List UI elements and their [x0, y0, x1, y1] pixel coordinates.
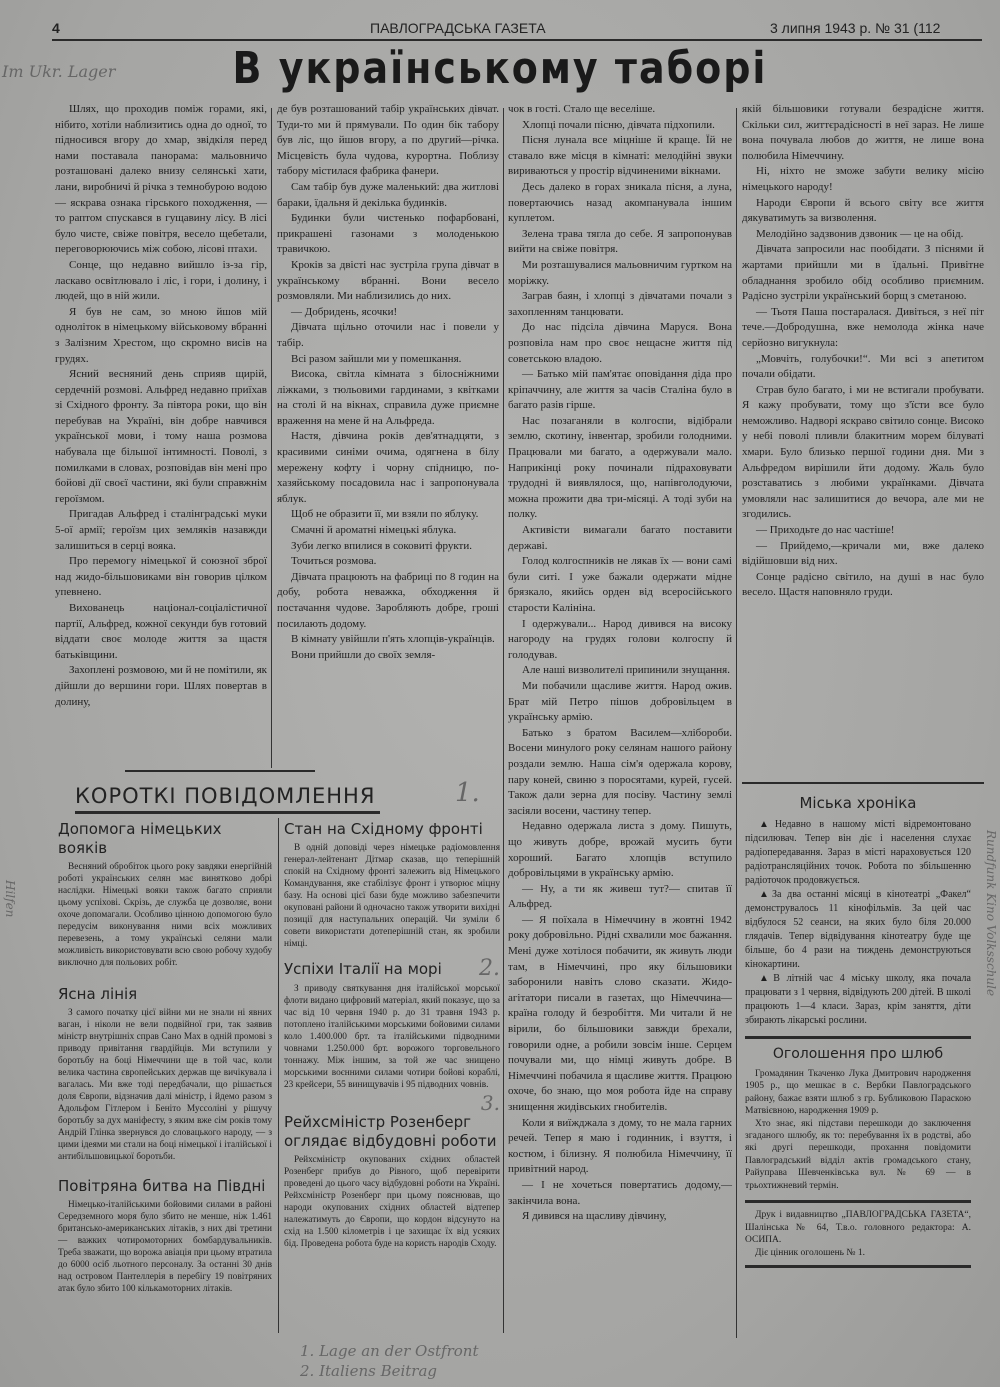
short-news-column-2: [284, 820, 500, 1250]
article-paragraph: Сонце, що недавно вийшло із-за гір, ласкаво освітлювало і ліс, і гори, і долину, і людей, що в ній жили.: [55, 258, 267, 303]
article-paragraph: Дівчата працюють на фабриці по 8 годин на добу, робота неважка, обходження й постачання чудове. Заробляють добре, гроші посилають додому.: [277, 570, 499, 630]
handwritten-number: 1.: [455, 778, 480, 808]
article-paragraph: Кроків за двісті нас зустріла група дівчат в українському вбранні. Вони весело розмовляли. Ми наблизились до них.: [277, 258, 499, 303]
article-paragraph: Зелена трава тягла до себе. Я запропонував вийти на свіже повітря.: [508, 227, 732, 256]
article-paragraph: якій більшовики готували безрадісне життя. Скільки сил, життєрадісності в неї зараз. Не лише вона почувала любов до життя, не лише вона полюбила Німеччину.: [742, 103, 984, 162]
article-column-2: [277, 102, 499, 663]
article-title: В українському таборі: [232, 42, 768, 94]
article-paragraph: Щоб не образити її, ми взяли по яблуку.: [291, 508, 479, 521]
article-paragraph: Батько з братом Василем—хлібороби. Восени минулого року селянам нашого району роздали землю. Наша сім'я одержала корову, пару коней, свиню з поросятами, курей, гусей. Також дали зерна для посіву. Частину землі засіяли восени, частину тепер.: [508, 726, 732, 817]
article-paragraph: Я був не сам, зо мною йшов мій одноліток в німецькому військовому вбранні з Залізним Хрестом, що скромно висів на грудях.: [55, 305, 267, 365]
article-paragraph: Недавно одержала листа з дому. Пишуть, що живуть добре, врожай мусить бути хороший. Багато хлопців вступило добровільцями в українську армію.: [508, 820, 732, 880]
handwritten-note: 2. Italiens Beitrag: [300, 1362, 438, 1380]
article-paragraph: Вихованець націонал-соціалістичної партії, Альфред, кожної секунди був готовий віддати своє молоде життя за щастя батьківщини.: [55, 602, 267, 661]
article-paragraph: — Добридень, ясочки!: [291, 305, 398, 318]
column-divider: [736, 108, 737, 1338]
section-rule: [745, 1265, 971, 1268]
article-paragraph: В кімнату увійшли п'ять хлопців-українців.: [291, 633, 495, 646]
article-paragraph: Ясний весняний день сприяв щирій, сердечній розмові. Альфред недавно приїхав зі Східного фронту. За півтора роки, що він перебував на Україні, він добре навчився української мови, і тому наша розмова набувала ще більшої інтимності. Поволі, з помилками в словах, розповідав він мені про бойові дії своєї частини, які були справжнім героїзмом.: [55, 368, 267, 505]
article-paragraph: Ми розташувалися мальовничим гуртком на моріжку.: [508, 258, 732, 287]
article-paragraph: Зуби легко впилися в соковиті фрукти.: [291, 539, 472, 552]
article-paragraph: Ми побачили щасливе життя. Народ ожив. Брат мій Петро пішов добровільцем в українську армію.: [508, 679, 732, 724]
article-paragraph: — Батько мій пам'ятає оповідання діда про кріпаччину, але життя за часів Сталіна було в багато разів гірше.: [508, 368, 732, 412]
article-paragraph: Я дивився на щасливу дівчину,: [522, 1210, 667, 1223]
news-body: З приводу святкування дня італійської морської флоти видано цифровий матеріал, який показує, що за час від 10 червня 1940 р. до 31 травня 1943 р. потоплено італійськими морськими бойовими силами коло 1.400.000 брт. та італійськими підводними човнами 1.250.000 брт. ворожого торговельного тоннажу. Між іншим, за той же час знищено морськими воєнними силами чотири бойові кораблі, 23 крейсери, 55 винищувачів і 95 підводних човнів.: [284, 984, 500, 1090]
article-paragraph: Коли я виїжджала з дому, то не мала гарних речей. Тепер я маю і годинник, і взуття, і костюм, і білизну. Я полюбила Німеччину, її привітний народ.: [508, 1116, 732, 1176]
news-body: В одній доповіді через німецьке радіомовлення генерал-лейтенант Дітмар сказав, що теперішній спокій на Східному фронті залежить від Німецького Командування, яке стабілізує фронт і утворює міцну базу. На основі цієї бази буде можливо забезпечити окуповані райони й одночасно також утворити вихідні позиції для наступальних операцій. Чи зуміли б совети використати дотеперішній стан, як зробили німці.: [284, 843, 500, 949]
news-title: Ясна лінія: [58, 985, 138, 1003]
chronicle-item: ▲За два останні місяці в кінотеатрі „Факел“ демонструвалось 11 кінофільмів. За цей час відбулося 52 сеанси, на яких було біля 20.000 глядачів. Тепер відвідування кінотеатру буде ще більше, бо 4 рази на тиждень демонструються кінокартини.: [745, 889, 971, 970]
article-paragraph: Заграв баян, і хлопці з дівчатами почали з захопленням танцювати.: [508, 290, 732, 318]
short-news-column-1: [58, 820, 272, 1295]
article-paragraph: Дівчата запросили нас пообідати. З піснями й жартами прийшли ми в їдальні. Привітне обладнання зробило обід особливо приємним. Радісно зустріли український борщ з сметаною.: [742, 243, 984, 303]
article-paragraph: — Приходьте до нас частіше!: [756, 524, 895, 537]
handwritten-note: 1. Lage an der Ostfront: [300, 1342, 479, 1360]
article-column-1: [55, 102, 267, 710]
article-paragraph: Пригадав Альфред і сталінградські муки 5-ої армії; героїзм цих земляків назавжди залишиться в серці вояка.: [55, 508, 267, 552]
article-paragraph: — Ну, а ти як живеш тут?— спитав її Альфред.: [508, 882, 732, 911]
news-title: Повітряна битва на Півдні: [58, 1177, 266, 1195]
article-paragraph: „Мовчіть, голубочки!“. Ми всі з апетитом почали обідати.: [742, 352, 984, 381]
article-paragraph: Дівчата щільно оточили нас і повели у табір.: [277, 321, 499, 349]
article-paragraph: — Прийдемо,—кричали ми, вже далеко відійшовши від них.: [742, 539, 984, 568]
article-paragraph: Настя, дівчина років дев'ятнадцяти, з красивими синіми очима, одягнена в білу мережену кофту і чорну спідницю, по-хазяйському посадовила нас і запропонувала яблук.: [277, 430, 499, 505]
chronicle-heading: Міська хроніка: [799, 794, 917, 812]
news-title: Допомога німецьких вояків: [58, 820, 222, 857]
article-paragraph: Активісти вимагали багато поставити державі.: [508, 524, 732, 552]
article-paragraph: Ні, ніхто не зможе забути велику місію німецького народу!: [742, 165, 984, 193]
handwritten-note: Im Ukr. Lager: [2, 62, 116, 81]
article-paragraph: Мелодійно задзвонив дзвоник — це на обід.: [756, 227, 964, 240]
issue-date: 3 липня 1943 р. № 31 (112: [770, 20, 941, 36]
handwritten-number: 3.: [480, 1091, 500, 1115]
column-divider: [271, 108, 272, 768]
article-paragraph: Голод колгоспників не лякав їх — вони самі були ситі. І уже бажали одержати мідне брязкало, якийсь орден від всеросійського старости Калініна.: [508, 555, 732, 614]
article-paragraph: Але наші визволителі припинили знущання.: [522, 664, 730, 677]
handwritten-margin-note: Hilfen: [3, 880, 17, 918]
section-rule: [745, 1200, 971, 1203]
news-title-row: [284, 958, 500, 980]
chronicle-item: ▲В літній час 4 міську школу, яка почала працювати з 1 червня, відвідують 200 дітей. В школі працюють 1—4 класи. Зараз, крім заняття, діти збирають лікарські рослини.: [745, 973, 971, 1026]
article-paragraph: І одержували... Народ дивився на високу нагороду на грудях голови колгоспу й голодував.: [508, 617, 732, 661]
page-number: 4: [52, 20, 60, 36]
news-title: Рейхсміністр Розенберг оглядає відбудовні роботи: [284, 1113, 497, 1150]
article-paragraph: Хлопці почали пісню, дівчата підхопили.: [522, 118, 715, 131]
news-body: Рейхсміністр окупованих східних областей Розенберг прибув до Рівного, щоб перевірити проведені до цього часу відбудовні роботи на Україні. Рейхсміністр Розенберг при цьому пояснював, що народи окупованих східних областей відтепер належатимуть до Європи, що кордон відсунуто на схід на 1.500 кілометрів і це захищає їх від усяких бід. Проведена робота буде на користь народів Сходу.: [284, 1155, 500, 1249]
article-paragraph: Всі разом зайшли ми у помешкання.: [291, 352, 462, 365]
column-divider: [278, 818, 279, 1333]
marriage-heading: Оголошення про шлюб: [772, 1046, 944, 1062]
newspaper-name: ПАВЛОГРАДСЬКА ГАЗЕТА: [370, 20, 546, 36]
news-title: Стан на Східному фронті: [284, 820, 483, 838]
article-paragraph: Захоплені розмовою, ми й не помітили, як дійшли до вершини гори. Шлях повертав в долину,: [55, 664, 267, 708]
handwritten-margin-note: Rundfunk Kino Volksschule: [984, 830, 998, 997]
article-paragraph: де був розташований табір українських дівчат. Туди-то ми й прямували. По один бік табору був ліс, що йшов вгору, а по другий—річка. Місцевість була чудова, курортна. Поблизу табору містилася фабрика фанери.: [277, 103, 499, 178]
article-paragraph: Сонце радісно світило, на душі в нас було весело. Щастя наповняло груди.: [742, 570, 984, 599]
article-paragraph: Страв було багато, і ми не встигали пробувати. Я кажу пробувати, тому що з'їсти все було неможливо. Надворі яскраво світило сонце. Високо у небі поволі пливли блакитним морем білуваті хмари. Було близько першої години дня. Ми з Альфредом вирішили йти додому. Жаль було розставатись з любими українками. Дівчата умовляли нас залишитися до вечора, але ми не згодились.: [742, 383, 984, 521]
right-column-stack: [745, 794, 971, 1268]
column-divider: [503, 108, 504, 1333]
article-paragraph: Про перемогу німецької й союзної зброї над жидо-більшовиками він говорив цілком упевнено.: [55, 555, 267, 599]
news-title: Успіхи Італії на морі: [284, 959, 442, 978]
imprint: Друк і видавництво „ПАВЛОГРАДСЬКА ГАЗЕТА“, Шалінська № 64, Т.в.о. головного редактора: А. ОСИПА. Діє цінник оголошень № 1.: [745, 1210, 971, 1258]
marriage-body: Громадянин Ткаченко Лука Дмитрович народження 1905 р., що мешкає в с. Вербки Павлоградського району, бажає взяти шлюб з гр. Бубликовою Параскою Матвієвною, народження 1909 р. Хто знає, які підстави перешкоди до заключення згаданого шлюбу, як то: перебування їх в родстві, або які другі перешкоди, прохання повідомити Павлоградський відділ актів громадського стану, Райуправа Шевченківська вул. № 69 — в трьохтижневий термін.: [745, 1069, 971, 1191]
article-paragraph: Десь далеко в горах зникала пісня, а луна, повертаючись назад акомпанувала іншим куплетом.: [508, 180, 732, 225]
chronicle-body: [745, 818, 971, 1028]
section-rule: [742, 782, 984, 784]
article-paragraph: — Тьотя Паша постаралася. Дивіться, з неї піт тече.—Добродушна, вже немолода жінка наче серйозно вигукнула:: [742, 305, 984, 349]
article-paragraph: — Я поїхала в Німеччину в жовтні 1942 року добровільно. Рідні схвалили моє бажання. Мені дуже хотілося побачити, як живуть люди там, в Німеччині, про яку більшовики заборонили навіть слово сказати. Жидо-агітатори писали в газетах, що Німеччина—країна голоду й безробіття. Ми читали й не вірили, бо більшовики завжди брехали, говорили одне, а робили зовсім інше. Серцем почували ми, що німці живуть добре. В Німеччині побачила я щасливе життя. Працюю охоче, бо знаю, що моя робота йде на справу знищення жидівських гнобителів.: [508, 913, 732, 1113]
article-paragraph: Смачні й ароматні німецькі яблука.: [291, 524, 457, 537]
chronicle-item: ▲Недавно в нашому місті відремонтовано підсилювач. Тепер він діє і населення слухає радіопередавання. Зараз в місті нараховується 120 радіотрансляційних точок. Робота по збільшенню радіоточок продовжується.: [745, 819, 971, 886]
short-news-heading: КОРОТКІ ПОВІДОМЛЕННЯ: [75, 784, 376, 808]
handwritten-number: 2.: [479, 956, 500, 981]
header-rule: [52, 39, 982, 41]
news-body: З самого початку цієї війни ми не знали ні явних ваган, і ніколи не вели подвійної гри, так заявив міністр внутрішніх справ Сано Мах в одній промові з приводу привітання гвардійців. Ми вступили у боротьбу на боці Німеччини ще в той час, коли велика частина європейських держав ще вичікувала і вагалась. Ми вже тоді передбачали, що рішається доля Європи, відзначив далі міністр, і йдемо разом з Адольфом Гітлером і Беніто Муссоліні у рішучу боротьбу за дух маніфесту, з яким вже сім років тому Андрій Глінка звернувся до словацького народу, — з цими ідеями ми стали на боці німецької і італійської і антибільшовицької боротьби.: [58, 1008, 272, 1162]
article-paragraph: Шлях, що проходив поміж горами, які, нібито, хотіли наблизитись одна до одної, то підносився вгору до хмар, звідкіля перед нами поставала панорама: мальовничо розташовані далеко внизу селянські хати, лани, виробничі й річка з темнобурою водою — яскрава ознака гірського походження, — то раптом спускався в гущавину лісу. В лісі було чисте, свіже повітря, весело щебетали, переговорюючись між собою, лісові птахи.: [55, 103, 267, 256]
news-body: Німецько-італійськими бойовими силами в районі Середземного моря було збито не менше, ніж 1.461 британсько-американських літаків, з них дві третини — важких чотиромоторних бомбардувальників. Треба зважати, що ворожа авіація при цьому втратила до 6000 осіб льотного персоналу. За останні 30 днів над островом Пантеллерія в перебігу 19 повітряних атак було збито 100 кількамоторних літаків.: [58, 1200, 272, 1294]
article-paragraph: Висока, світла кімната з білосніжними ліжками, з тюльовими гардинами, з квітками на столі й на вікнах, справила дуже приємне враження на мене й на Альфреда.: [277, 368, 499, 427]
article-paragraph: чок в гості. Стало ще веселіше.: [508, 103, 656, 115]
section-rule: [745, 1036, 971, 1039]
article-column-4: [742, 102, 984, 601]
article-paragraph: Сам табір був дуже маленький: два житлові бараки, їдальня й декілька будинків.: [277, 180, 499, 209]
article-paragraph: Точиться розмова.: [291, 555, 377, 568]
article-paragraph: Народи Європи й всього світу все життя дякуватимуть за визволення.: [742, 196, 984, 225]
section-rule: [75, 811, 380, 814]
article-paragraph: — І не хочеться повертатись додому,—закінчила вона.: [508, 1178, 732, 1207]
article-paragraph: До нас підсіла дівчина Маруся. Вона розповіла нам про своє нещасне життя під советською владою.: [508, 321, 732, 365]
section-rule: [125, 770, 315, 772]
article-paragraph: Будинки були чистенько пофарбовані, прикрашені газонами з молоденькою травичкою.: [277, 212, 499, 256]
article-paragraph: Пісня лунала все міцніше й краще. Їй не ставало вже місця в кімнаті: мелодійні звуки вириваються у простір відчиненими вікнами.: [508, 134, 732, 178]
article-column-3: [508, 102, 732, 1225]
article-paragraph: Вони прийшли до своїх земля-: [291, 648, 436, 661]
article-paragraph: Нас позаганяли в колгоспи, відібрали землю, скотину, інвентар, зробили голодними. Працювали ми багато, а одержували мало. Наприкінці року починали підраховувати трудодні й виявлялося, що, напівголодуючи, можна прожити два три-місяці. А тоді зуби на полку.: [508, 414, 732, 521]
news-body: Весняний обробіток цього року завдяки енергійній роботі українських селян має винятково добрі наслідки. Німецькі вояки також багато сприяли цьому успіхові. Скрізь, де служба це дозволяє, вони охоче допомагали. Особливо цінною допомогою було передусім виконування ними всіх можливих перевезень, а тому українські селяни мали можливість використовувати всю свою робочу худобу виключно для польових робіт.: [58, 862, 272, 968]
